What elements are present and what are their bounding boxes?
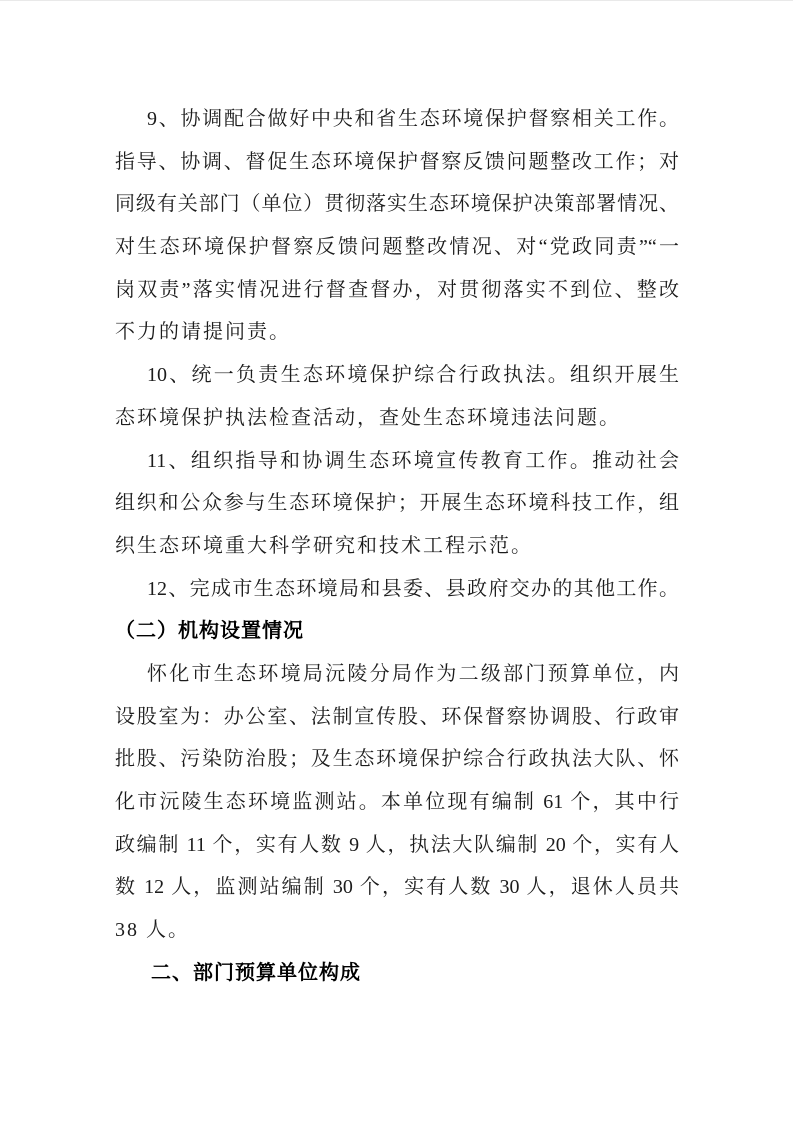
paragraph-line-duty-12: 12、完成市生态环境局和县委、县政府交办的其他工作。 — [147, 577, 679, 600]
paragraph-line: 化市沅陵生态环境监测站。本单位现有编制 61 个，其中行 — [115, 791, 679, 813]
paragraph-line: 同级有关部门（单位）贯彻落实生态环境保护决策部署情况、 — [115, 193, 679, 216]
paragraph-line-duty-9-end: 不力的请提问责。 — [115, 321, 291, 344]
paragraph-line-duty-10-start: 10、统一负责生态环境保护综合行政执法。组织开展生 — [147, 364, 679, 387]
paragraph-line-org-start: 怀化市生态环境局沅陵分局作为二级部门预算单位，内 — [147, 662, 679, 685]
paragraph-line: 数 12 人，监测站编制 30 个，实有人数 30 人，退休人员共 — [115, 876, 679, 899]
paragraph-line-duty-11-start: 11、组织指导和协调生态环境宣传教育工作。推动社会 — [147, 449, 679, 472]
paragraph-line-duty-9-start: 9、协调配合做好中央和省生态环境保护督察相关工作。 — [147, 108, 679, 130]
heading-budget-unit-composition: 二、部门预算单位构成 — [151, 961, 361, 984]
document-body — [115, 98, 679, 994]
paragraph-line-org-end: 38 人。 — [115, 919, 190, 942]
paragraph-line: 设股室为：办公室、法制宣传股、环保督察协调股、行政审 — [115, 705, 679, 728]
paragraph-line: 政编制 11 个，实有人数 9 人，执法大队编制 20 个，实有人 — [115, 833, 679, 856]
paragraph-line-duty-11-end: 织生态环境重大科学研究和技术工程示范。 — [115, 534, 533, 557]
heading-org-structure: （二）机构设置情况 — [115, 620, 304, 643]
paragraph-line: 组织和公众参与生态环境保护；开展生态环境科技工作，组 — [115, 492, 679, 515]
paragraph-line: 岗双责”落实情况进行督查督办，对贯彻落实不到位、整改 — [115, 278, 679, 301]
paragraph-line-duty-10-end: 态环境保护执法检查活动，查处生态环境违法问题。 — [115, 406, 621, 429]
paragraph-line: 对生态环境保护督察反馈问题整改情况、对“党政同责”“一 — [115, 236, 679, 259]
paragraph-line: 批股、污染防治股；及生态环境保护综合行政执法大队、怀 — [115, 748, 679, 771]
paragraph-line: 指导、协调、督促生态环境保护督察反馈问题整改工作；对 — [115, 150, 679, 173]
